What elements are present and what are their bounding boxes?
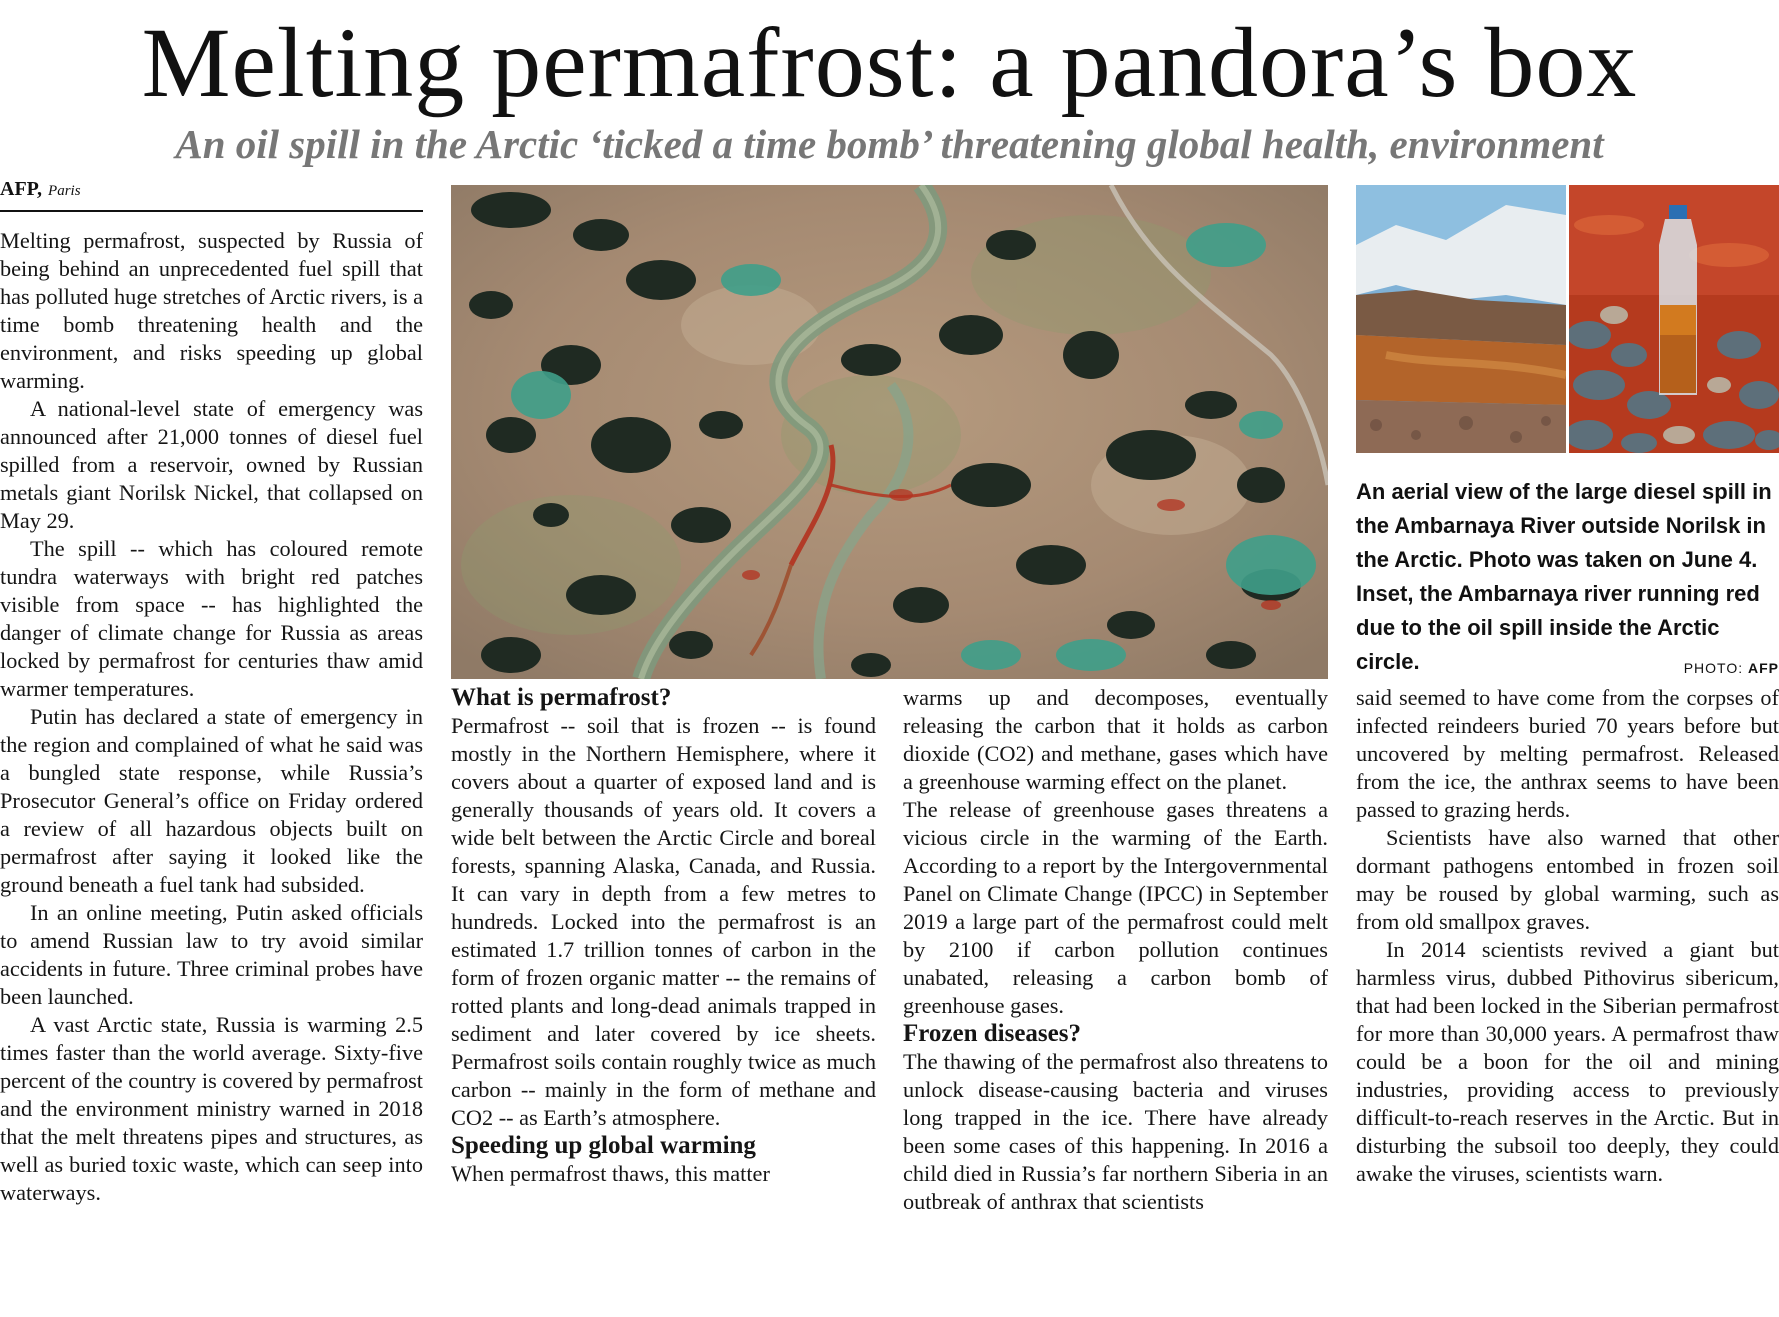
article-column-2 xyxy=(451,684,876,1188)
paragraph: A vast Arctic state, Russia is warming 2.5 times faster than the world average. Sixty-five percent of the country is covered by permafrost and the environment ministry warned in 2018 that the melt threatens pipes and structures, as well as buried toxic waste, which can seep into waterways. xyxy=(0,1012,423,1205)
paragraph: Scientists have also warned that other dormant pathogens entombed in frozen soil may be roused by global warming, such as from old smallpox graves. xyxy=(1356,825,1779,934)
paragraph: When permafrost thaws, this matter xyxy=(451,1161,770,1186)
inset-photo-bottle-red-water xyxy=(1569,185,1779,453)
byline xyxy=(0,178,423,212)
paragraph: The thawing of the permafrost also threatens to unlock disease-causing bacteria and viruses long trapped in the ice. There have already been some cases of this happening. In 2016 a child died in Russia’s far northern Siberia in an outbreak of anthrax that scientists xyxy=(903,1049,1328,1214)
photo-caption: An aerial view of the large diesel spill in the Ambarnaya River outside Norilsk in the Arctic. Photo was taken on June 4. Inset, the Ambarnaya river running red due to the oil spill inside the Arctic circle. xyxy=(1356,479,1772,674)
paragraph: In 2014 scientists revived a giant but harmless virus, dubbed Pithovirus sibericum, that had been locked in the Siberian permafrost for more than 30,000 years. A permafrost thaw could be a boon for the oil and mining industries, providing access to previously difficult-to-reach reserves in the Arctic. But in disturbing the subsoil too deeply, they could awake the viruses, scientists warn. xyxy=(1356,937,1779,1186)
aerial-satellite-photo xyxy=(451,185,1328,679)
article-column-1 xyxy=(0,227,423,1207)
section-heading: Speeding up global warming xyxy=(451,1132,756,1159)
article-column-3 xyxy=(903,684,1328,1216)
paragraph: said seemed to have come from the corpses of infected reindeers buried 70 years before but uncovered by melting permafrost. Released from the ice, the anthrax seems to have been passed to grazing herds. xyxy=(1356,685,1779,822)
headline: Melting permafrost: a pandora’s box xyxy=(141,7,1638,118)
photo-credit-label: PHOTO: xyxy=(1683,660,1744,676)
paragraph: Melting permafrost, suspected by Russia of being behind an unprecedented fuel spill that has polluted huge stretches of Arctic rivers, is a time bomb threatening health and the environment, and risks speeding up global warming. xyxy=(0,228,423,393)
photo-credit xyxy=(1669,660,1779,676)
paragraph: warms up and decomposes, eventually releasing the carbon that it holds as carbon dioxide (CO2) and methane, gases which have a greenhouse warming effect on the planet. xyxy=(903,685,1328,794)
subheadline: An oil spill in the Arctic ‘ticked a time bomb’ threatening global health, environment xyxy=(175,121,1604,167)
byline-agency: AFP, xyxy=(0,178,43,200)
paragraph: The spill -- which has coloured remote tundra waterways with bright red patches visible from space -- has highlighted the danger of climate change for Russia as areas locked by permafrost for centuries thaw amid warmer temperatures. xyxy=(0,536,423,701)
paragraph: Putin has declared a state of emergency in the region and complained of what he said was a bungled state response, while Russia’s Prosecutor General’s office on Friday ordered a review of all hazardous objects built on permafrost after saying it looked like the ground beneath a fuel tank had subsided. xyxy=(0,704,423,897)
article-column-4 xyxy=(1356,684,1779,1188)
byline-city: Paris xyxy=(48,183,81,199)
paragraph: A national-level state of emergency was announced after 21,000 tonnes of diesel fuel spilled from a reservoir, owned by Russian metals giant Norilsk Nickel, that collapsed on May 29. xyxy=(0,396,423,533)
paragraph: Permafrost -- soil that is frozen -- is found mostly in the Northern Hemisphere, where it covers about a quarter of exposed land and is generally thousands of years old. It covers a wide belt between the Arctic Circle and boreal forests, spanning Alaska, Canada, and Russia. It can vary in depth from a few metres to hundreds. Locked into the permafrost is an estimated 1.7 trillion tonnes of carbon in the form of frozen organic matter -- the remains of rotted plants and long-dead animals trapped in sediment and later covered by ice sheets. Permafrost soils contain roughly twice as much carbon -- mainly in the form of methane and CO2 -- as Earth’s atmosphere. xyxy=(451,713,876,1130)
section-heading: Frozen diseases? xyxy=(903,1020,1081,1047)
inset-photo-glacier-river xyxy=(1356,185,1566,453)
paragraph: The release of greenhouse gases threatens a vicious circle in the warming of the Earth. According to a report by the Intergovernmental Panel on Climate Change (IPCC) in September 2019 a large part of the permafrost could melt by 2100 if carbon pollution continues unabated, releasing a carbon bomb of greenhouse gases. xyxy=(903,797,1328,1018)
paragraph: In an online meeting, Putin asked officials to amend Russian law to try avoid similar accidents in future. Three criminal probes have been launched. xyxy=(0,900,423,1009)
photo-credit-source: AFP xyxy=(1748,660,1779,676)
section-heading: What is permafrost? xyxy=(451,684,672,711)
